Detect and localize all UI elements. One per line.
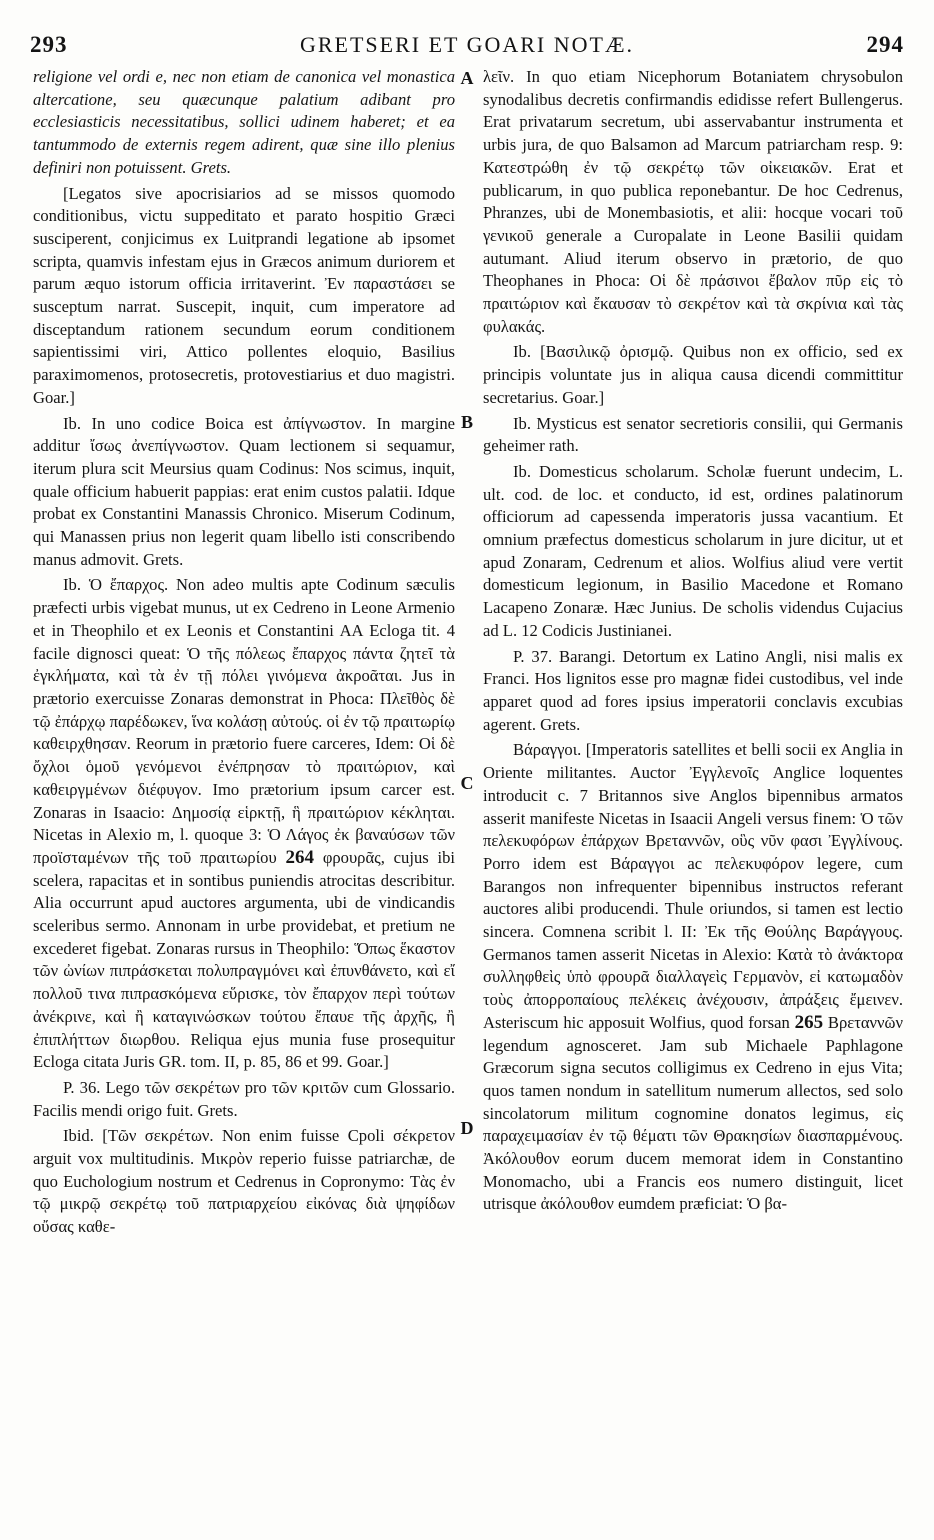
margin-marker-a: A (460, 68, 474, 88)
margin-marker-d: D (460, 1118, 474, 1138)
page-number-left: 293 (30, 32, 68, 57)
left-column (33, 66, 455, 1526)
note-paragraph: Ibid. [Τῶν σεκρέτων. Non enim fuisse Cpoli σέκρετον arguit vox multitudinis. Μικρὸν reperio fuisse patriarchæ, de quo Euchologium nostrum et Cedrenus in Copronymo: Τὰς ἐν τῷ μικρῷ σεκρέτῳ τοῦ πατριαρχείου εἰκόνας διὰ ψηφίδων οὔσας καθε- (33, 1126, 455, 1237)
note-paragraph: Ib. In uno codice Boica est ἀπίγνωστον. In margine additur ἴσως ἀνεπίγνωστον. Quam lectionem si sequamur, iterum plura scit Meursius quam Codinus: Nos scimus, inquit, quale officium habuerit pappias: erat enim custos palatii. Idque probat ex Constantini Manassis Chronico. Miserum Codinum, qui Manassen prius non legerit quam libello isti conscribendo manus admovit. Grets. (33, 413, 455, 569)
page-marker-number: 264 (285, 846, 314, 868)
note-paragraph: P. 36. Lego τῶν σεκρέτων pro τῶν κριτῶν cum Glossario. Facilis mendi origo fuit. Grets. (33, 1077, 455, 1120)
running-header (30, 30, 904, 62)
page-marker-number: 265 (794, 1011, 824, 1033)
note-paragraph (33, 574, 455, 1073)
note-paragraph: Ib. [Βασιλικῷ ὀρισμῷ. Quibus non ex officio, sed ex principis voluntate jus in aliqua causa dicendi committitur secretarius. Goar.] (483, 342, 903, 407)
note-paragraph: Ib. Mysticus est senator secretioris consilii, qui Germanis geheimer rath. (483, 413, 903, 456)
note-paragraph: [Legatos sive apocrisiarios ad se missos quomodo conditionibus, victu suppeditato et parato hospitio Græci susciperent, conjicimus ex Luitprandi legatione ab ipsomet scripta, quamvis infestam ejus in Græcos animum duriorem et parum æquo istorum officia irritaverint. Ἐν παραστάσει se susceptum narrat. Suscepit, inquit, cum imperatore ad disceptandum rationem secundum eorum conditionem sapientissimi viri, Attico pollentes eloquio, Basilius paraximomenos, protosecretis, protovestiarius et duo magistri. Goar.] (33, 183, 455, 407)
note-paragraph: religione vel ordi e, nec non etiam de canonica vel monastica altercatione, seu quæcunque palatium adibant pro ecclesiasticis necessitatibus, sollici udinem haberet; et ea tantummodo de externis regem adirent, quæ sine illo plenius definiri non potuissent. Grets. (33, 67, 455, 177)
right-column (483, 66, 903, 1526)
note-text: φρουρᾶς, cujus ibi scelera, rapacitas et in sontibus puniendis atrocitas describitur. Alia occurrunt apud auctores argumenta, ubi de vindicandis sceleribus sermo. Annonam in urbe providebat, et pretium ne excederet figebat. Zonaras rursus in Theophilo: Ὅπως ἕκαστον τῶν ὠνίων πιπράσκεται πολυπραγμόνει καὶ ἐπυνθάνετο, καὶ εἴ πολλοῦ τινα πιπρασκόμενα εὕρισκε, τὸν ἔπαρχον περὶ τούτων ἀνέκρινε, καὶ ἢ καταγινώσκων τούτου ἔπαυε τῆς ἀρχῆς, ἢ ἐπιπλήττων διωρθου. Reliqua ejus munia fuse prosequitur Ecloga citata Juris GR. tom. II, p. 85, 86 et 99. Goar.] (33, 847, 455, 1072)
note-paragraph: P. 37. Barangi. Detortum ex Latino Angli, nisi malis ex Franci. Hos lignitos esse pro magnæ fidei custodibus, vel inde apparet quod ad fores ipsius imperatorii conclavis excubias agerent. Grets. (483, 646, 903, 734)
note-text: Βάραγγοι. [Imperatoris satellites et belli socii ex Anglia in Oriente militantes. Auctor Ἐγγλενοῖς Anglice loquentes introducit c. 7 Britannos sive Anglos bipennibus armatos asserit manifeste Nicetas in Isaacii Angeli versus finem: Ὁ τῶν πελεκυφόρων ἐπάρχων Βρεταννῶν, οὓς νῦν φασι Ἐγγλίνους. Porro idem est Βάραγγοι ac πελεκυφόρον legere, cum Barangos non infrequenter bipennibus instructos referant auctores alibi producendi. Thule oriundos, si tamen est lectio sincera. Comnena scribit l. II: Ἐκ τῆς Θούλης Βαράγγους. Germanos tamen asserit Nicetas in Alexio: Κατὰ τὸ ἀνάκτορα συλληφθεὶς ὑπὸ φρουρᾶ διαλλαγεὶς Γερμανὸν, εἰ κατωμαδὸν τοὺς ἀπορροπαίους πελέκεις ἀνέχουσιν, ἀπράξεις ἔμεινεν. Asteriscum hic apposuit Wolfius, quod forsan (483, 740, 903, 1032)
margin-marker-c: C (460, 773, 474, 793)
note-paragraph: λεῖν. In quo etiam Nicephorum Botaniatem chrysobulon synodalibus decretis confirmandis edidisse refert Bullengerus. Erat privatarum secretum, ubi asservabantur instrumenta et urbis jura, de quo Balsamon ad Marcum patriarcham resp. 9: Κατεστρώθη ἐν τῷ σεκρέτῳ τῶν οἰκειακῶν. Erat et publicarum, in quo publica reponebantur. De hoc Cedrenus, Phranzes, ubi de Monembasiotis, et alii: hocque vocari τοῦ γενικοῦ generale a Curopalate in Leone Basilii quidam autumant. Aliud iterum observo in prætorio, de quo Theophanes in Phoca: Οἱ δὲ πράσινοι ἔβαλον πῦρ εἰς τὸ πραιτώριον καὶ ἔκαυσαν τὸ σεκρέτον καὶ τὰ σκρίνια καὶ τὰς φυλακάς. (483, 67, 903, 336)
note-paragraph (483, 739, 903, 1216)
note-paragraph: Ib. Domesticus scholarum. Scholæ fuerunt undecim, L. ult. cod. de loc. et conducto, id est, ordines palatinorum officiorum ad capessenda imperatoris jussa vacantium. Et omnium præfectus domesticus scholarum in jure dicitur, ut et apud Zonaram, Cedrenum et alios. Wolfius aliud vere vertit domesticum legionum, in Basilio Macedone et Romano Lacapeno Zonaræ. Hæc Junius. De scholis videndus Cujacius ad L. 12 Codicis Justinianei. (483, 461, 903, 640)
note-text: Βρεταννῶν legendum agnosceret. Jam sub Michaele Paphlagone Græcorum signa secutos colligimus ex Cedreno in ejus Vita; quos tamen nondum in satellitum numerum allectos, sed solo sincolatorum militum cognomine donatos legimus, εἰς παραχειμασίαν ἐν τῷ θέματι τῶν Θρακησίων διασπαρμένους. Ἀκόλουθον eorum ducem memorat idem in Constantino Monomacho, ubi a Francis eos numero distinguit, licet utrisque ἀκόλουθον eumdem præficiat: Ὁ βα- (483, 1012, 903, 1214)
running-title: GRETSERI ET GOARI NOTÆ. (299, 32, 635, 57)
margin-marker-b: B (460, 412, 473, 432)
note-text: Ib. Ὁ ἔπαρχος. Non adeo multis apte Codinum sæculis præfecti urbis vigebat munus, ut ex Cedreno in Leone Armenio et in Theophilo et ex Leonis et Constantini AA Ecloga tit. 4 facile dignosci queat: Ὁ τῆς πόλεως ἔπαρχος πάντα ζητεῖ τὰ ἐγκλήματα, καὶ τὰ ἐν τῇ πόλει γινόμενα ἀκροᾶται. Jus in prætorio exercuisse Zonaras demonstrat in Phoca: Πλεῖθὸς δὲ τῷ ἐπάρχῳ παρέδωκεν, ἵνα κολάσῃ αὐτούς. οἱ ἐν τῷ πραιτωρίῳ καθειρχθησαν. Reorum in prætorio fuere carceres, Idem: Οἱ δὲ ὄχλοι ὁμοῦ γενόμενοι ἐνέπρησαν τὸ πραιτώριον, καὶ καθειργμένων διέφυγον. Imo prætorium ipsum carcer est. Zonaras in Isaacio: Δημοσίᾳ εἱρκτῇ, ἣ πραιτώριον κέκληται. Nicetas in Alexio m, l. quoque 3: Ὁ Λάγος ἐκ βαναύσων τῶν προϊσταμένων τῆς τοῦ πραιτωρίου (33, 575, 455, 867)
page-number-right: 294 (866, 32, 904, 57)
